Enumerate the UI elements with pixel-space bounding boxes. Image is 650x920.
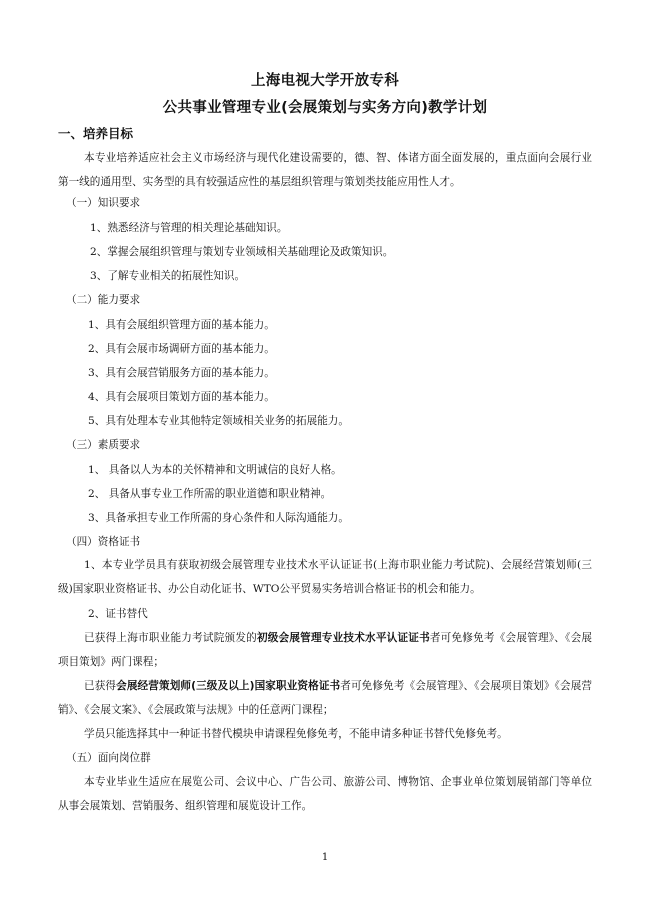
quality-item: 3、具备承担专业工作所需的身心条件和人际沟通能力。 xyxy=(88,512,349,524)
knowledge-item: 2、掌握会展组织管理与策划专业领域相关基础理论及政策知识。 xyxy=(90,246,394,258)
certificate-paragraph-2 xyxy=(58,626,592,674)
ability-item: 3、具有会展营销服务方面的基本能力。 xyxy=(88,367,275,379)
paragraph-text: 者可免修免考《会展管理》、《会展项目策划》《会展营销》、《会展文案》、《会展政策与法规》中的任意两门课程； xyxy=(58,680,593,716)
paragraph-text: 已获得上海市职业能力考试院颁发的 xyxy=(84,632,257,644)
knowledge-heading: （一）知识要求 xyxy=(66,197,141,209)
certificate-paragraph-1: 1、本专业学员具有获取初级会展管理专业技术水平认证证书(上海市职业能力考试院)、会展经营策划师(三级)国家职业资格证书、办公自动化证书、WTO公平贸易实务培训合格证书的机会和能力。 xyxy=(58,559,592,595)
knowledge-item: 1、熟悉经济与管理的相关理论基础知识。 xyxy=(90,222,288,234)
ability-item: 2、具有会展市场调研方面的基本能力。 xyxy=(88,343,275,355)
certificate-paragraph-3 xyxy=(58,674,592,722)
paragraph-text: 已获得 xyxy=(84,680,117,692)
quality-item: 2、 具备从事专业工作所需的职业道德和职业精神。 xyxy=(88,488,332,500)
section-heading-objectives: 一、培养目标 xyxy=(58,126,134,141)
quality-item: 1、 具备以人为本的关怀精神和文明诚信的良好人格。 xyxy=(88,464,342,476)
objectives-intro-paragraph: 本专业培养适应社会主义市场经济与现代化建设需要的，德、智、体诸方面全面发展的，重点面向会展行业第一线的通用型、实务型的具有较强适应性的基层组织管理与策划类技能应用性人才。 xyxy=(58,152,592,188)
document-title-plan: 公共事业管理专业(会展策划与实务方向)教学计划 xyxy=(162,100,488,116)
ability-heading: （二）能力要求 xyxy=(66,294,141,306)
certificate-paragraph-4: 学员只能选择其中一种证书替代模块申请课程免修免考，不能申请多种证书替代免修免考。 xyxy=(84,728,508,740)
ability-item: 1、具有会展组织管理方面的基本能力。 xyxy=(88,319,275,331)
page-number: 1 xyxy=(321,852,329,863)
paragraph-text: 者可免修免考《会展管理》、《会展项目策划》两门课程； xyxy=(58,632,592,668)
quality-heading: （三）素质要求 xyxy=(66,439,141,451)
certificate-heading: （四）资格证书 xyxy=(66,536,141,548)
certificate-name-bold: 会展经营策划师(三级及以上)国家职业资格证书 xyxy=(116,680,341,692)
positions-paragraph: 本专业毕业生适应在展览公司、会议中心、广告公司、旅游公司、博物馆、企事业单位策划展销部门等单位从事会展策划、营销服务、组织管理和展览设计工作。 xyxy=(58,776,592,812)
certificate-name-bold: 初级会展管理专业技术水平认证证书 xyxy=(256,632,430,644)
ability-item: 4、具有会展项目策划方面的基本能力。 xyxy=(88,391,275,403)
positions-heading: （五）面向岗位群 xyxy=(66,752,151,764)
certificate-substitution-heading: 2、证书替代 xyxy=(88,608,148,620)
knowledge-item: 3、了解专业相关的拓展性知识。 xyxy=(90,270,246,282)
document-title-school: 上海电视大学开放专科 xyxy=(251,73,399,89)
ability-item: 5、具有处理本专业其他特定领域相关业务的拓展能力。 xyxy=(88,415,349,427)
